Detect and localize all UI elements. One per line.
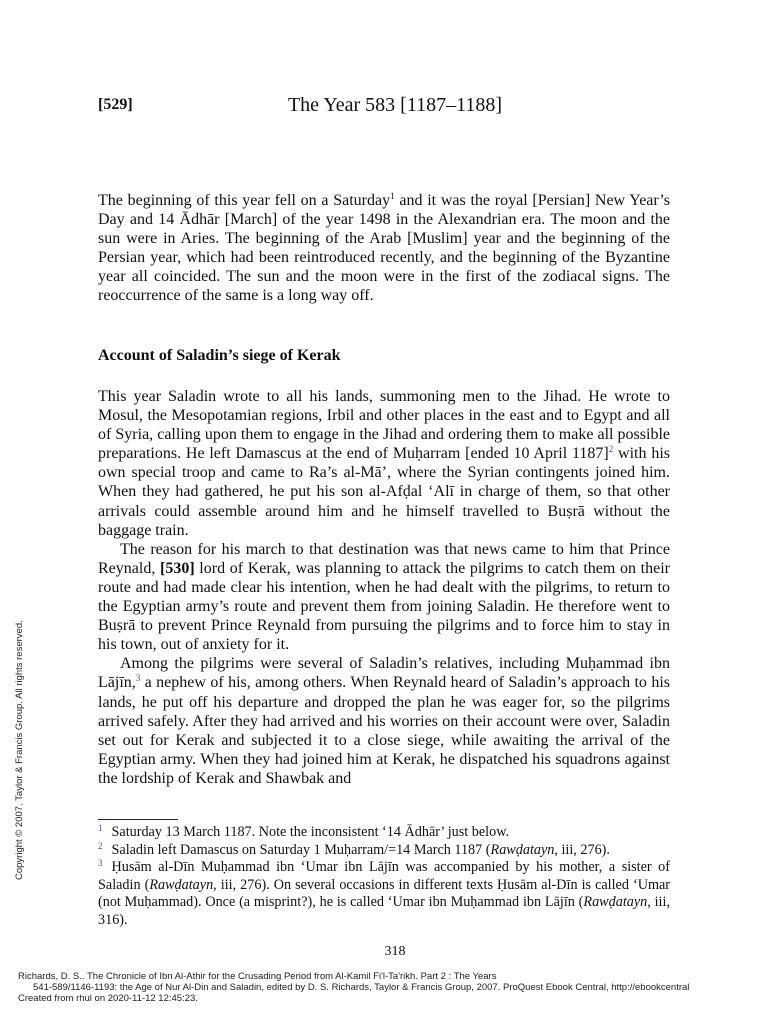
main-text [98, 387, 670, 788]
footnote-number[interactable]: 2 [98, 840, 103, 851]
page-title: The Year 583 [1187–1188] [287, 94, 503, 116]
side-copyright: Copyright © 2007. Taylor & Francis Group. All rights reserved. [14, 620, 25, 880]
footnote-3: $^3$ Ḥusām al-Dīn Muḥammad ibn ‘Umar ibn Lājīn was accompanied by his mother, a sister of Saladin (Rawḍatayn, iii, 276). On several occasions in different texts Ḥusām al-Dīn is called ‘Umar (not Muḥammad). Once (a misprint?), he is called ‘Umar ibn Muḥammad ibn Lājīn (Rawḍatayn, iii, 316). [98, 858, 671, 928]
footnote-1: $^1$ Saturday 13 March 1187. Note the inconsistent ‘14 Ādhār’ just below. [98, 823, 510, 840]
section-heading: Account of Saladin’s siege of Kerak [98, 347, 341, 364]
citation-line-2[interactable]: 541-589/1146-1193: the Age of Nur Al-Din and Saladin, edited by D. S. Richards, Taylor & Francis Group, 2007. ProQuest Ebook Central, http://ebookcentral [33, 982, 690, 993]
paragraph-2: The reason for his march to that destination was that news came to him that Prince Reynald, [530] lord of Kerak, was planning to attack the pilgrims to catch them on their route and had made clear his intention, when he had dealt with the pilgrims, to return to the Egyptian army’s route and prevent them from joining Saladin. He therefore went to Buṣrā to prevent Prince Reynald from pursuing the pilgrims and to force him to stay in his town, out of anxiety for it. [98, 540, 670, 654]
page-marker: [530] [159, 559, 195, 577]
footnotes [98, 824, 670, 930]
footnote-2: $^2$ Saladin left Damascus on Saturday 1 Muḥarram/=14 March 1187 (Rawḍatayn, iii, 276). [98, 840, 610, 858]
page-number: 318 [384, 944, 406, 959]
footnote-rule [98, 819, 178, 820]
footnote-number[interactable]: 1 [98, 823, 103, 833]
citation-line-1: Richards, D. S.. The Chronicle of Ibn Al-Athir for the Crusading Period from Al-Kamil Fi'l-Ta'rikh. Part 2 : The Years [18, 971, 497, 982]
footnote-number[interactable]: 3 [98, 858, 103, 869]
intro-paragraph [98, 191, 670, 306]
intro-text-before: The beginning of this year fell on a Saturday [98, 192, 391, 209]
intro-text-after: and it was the royal [Persian] New Year’s Day and 14 Ādhār [March] of the year 1498 in the Alexandrian era. The moon and the sun were in Aries. The beginning of the Arab [Muslim] year and the beginning of the Persian year, which had been reintroduced recently, and the beginning of the Byzantine year all coincided. The sun and the moon were in the first of the zodiacal signs. The reoccurrence of the same is a long way off. [98, 192, 670, 305]
page-ref: [529] [98, 96, 133, 113]
footnote-ref-2[interactable]: 2 [608, 444, 614, 455]
footnote-ref-1[interactable]: 1 [390, 191, 395, 201]
paragraph-1: This year Saladin wrote to all his lands, summoning men to the Jihad. He wrote to Mosul, the Mesopotamian regions, Irbil and other places in the east and to Egypt and all of Syria, calling upon them to engage in the Jihad and ordering them to make all possible preparations. He left Damascus at the end of Muḥarram [ended 10 April 1187]$^2$ with his own special troop and came to Ra’s al-Mā’, where the Syrian contingents joined him. When they had gathered, he put his son al-Afḍal ‘Alī in charge of them, so that other arrivals could assemble around him and he himself travelled to Buṣrā without the baggage train. [98, 388, 670, 539]
citation [18, 971, 768, 1004]
citation-line-3: Created from rhul on 2020-11-12 12:45:23. [18, 993, 198, 1004]
paragraph-3: Among the pilgrims were several of Saladin’s relatives, including Muḥammad ibn Lājīn,$^3$ a nephew of his, among others. When Reynald heard of Saladin’s approach to his lands, he put off his departure and dropped the plan he was eager for, so the pilgrims arrived safely. After they had arrived and his worries on their account were over, Saladin set out for Kerak and subjected it to a close siege, while awaiting the arrival of the Egyptian army. When they had joined him at Kerak, he dispatched his squadrons against the lordship of Kerak and Shawbak and [98, 655, 670, 787]
footnote-ref-3[interactable]: 3 [135, 673, 141, 684]
